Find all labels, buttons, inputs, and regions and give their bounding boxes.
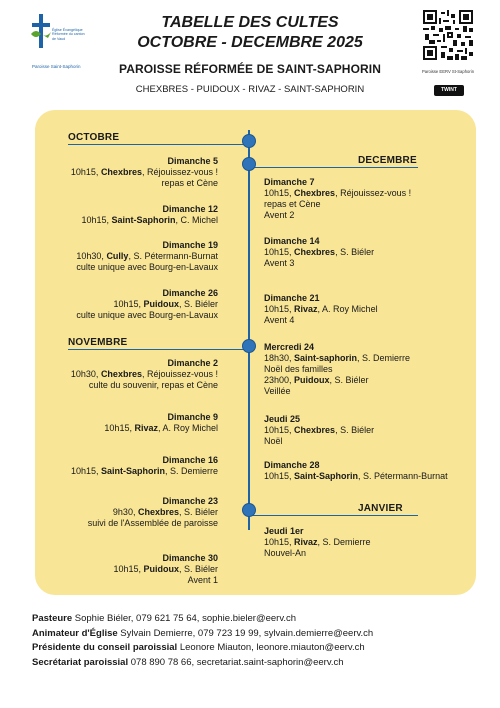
entry-text: suivi de l'Assemblée de paroisse (87, 518, 218, 528)
contact-pasteure: Pasteure Sophie Biéler, 079 621 75 64, sophie.bieler@eerv.ch (32, 613, 297, 624)
entry-dec-14 (264, 236, 374, 269)
entry-line (113, 575, 218, 586)
entry-location: Chexbres (294, 247, 336, 257)
entry-dec-21 (264, 293, 378, 326)
entry-text: , S. Biéler (178, 564, 218, 574)
qr-code-icon[interactable] (423, 10, 473, 60)
entry-line (264, 537, 371, 548)
entry-line (264, 364, 410, 375)
logo-text: Église Évangélique Réformée du canton de Vaud (52, 28, 85, 41)
entry-line (113, 564, 218, 575)
entry-day: Jeudi 1er (264, 526, 304, 536)
entry-location: Puidoux (294, 375, 330, 385)
entry-line (264, 353, 410, 364)
entry-line (264, 258, 374, 269)
entry-line (264, 386, 410, 397)
entry-text: 10h15, (70, 466, 101, 476)
entry-location: Cully (106, 251, 129, 261)
contact-presidente: Présidente du conseil paroissial Leonore Miauton, leonore.miauton@eerv.ch (32, 642, 365, 653)
entry-location: Chexbres (294, 425, 336, 435)
entry-text: Noël (264, 436, 283, 446)
entry-day: Dimanche 23 (162, 496, 218, 506)
entry-text: , S. Biéler (335, 425, 375, 435)
entry-text: 10h15, (264, 188, 295, 198)
month-december: DECEMBRE (358, 155, 417, 166)
entry-line (71, 178, 218, 189)
contact-secretariat: Secrétariat paroissial 078 890 78 66, secretariat.saint-saphorin@eerv.ch (32, 656, 344, 668)
entry-text: Veillée (264, 386, 291, 396)
entry-text: , A. Roy Michel (317, 304, 378, 314)
entry-dec-25 (264, 414, 374, 447)
entry-text: , C. Michel (175, 215, 218, 225)
entry-line (88, 507, 218, 518)
entry-text: 10h15, (264, 471, 295, 481)
entry-nov-9 (104, 412, 218, 434)
entry-line (264, 548, 371, 559)
entry-dec-7 (264, 177, 411, 221)
entry-location: Chexbres (137, 507, 179, 517)
entry-location: Saint-Saphorin (111, 215, 176, 225)
entry-text: 10h30, (70, 369, 101, 379)
entry-line (264, 471, 448, 482)
entry-text: 10h15, (113, 564, 144, 574)
entry-location: Rivaz (294, 304, 318, 314)
entry-nov-30 (113, 553, 218, 586)
villages-list: CHEXBRES - PUIDOUX - RIVAZ - SAINT-SAPHORIN (135, 84, 365, 95)
qr-caption: Paroisse EERV St-Saphorin (421, 69, 475, 74)
entry-day: Dimanche 5 (167, 156, 218, 166)
entry-jan-1 (264, 526, 371, 559)
entry-nov-23 (88, 496, 218, 529)
entry-day: Dimanche 28 (264, 460, 320, 470)
entry-text: repas et Cène (161, 178, 218, 188)
entry-nov-2 (71, 358, 218, 391)
entry-text: , S. Demierre (317, 537, 371, 547)
month-october: OCTOBRE (68, 132, 120, 143)
entry-text: 10h15, (70, 167, 101, 177)
entry-text: 10h15, (264, 537, 295, 547)
december-rule (250, 167, 418, 168)
timeline-dot-october (242, 134, 256, 148)
entry-text: , Réjouissez-vous ! (141, 369, 218, 379)
november-rule (68, 349, 248, 350)
title-line-2: OCTOBRE - DECEMBRE 2025 (137, 34, 363, 51)
timeline-line (248, 130, 250, 530)
entry-text: Nouvel-An (264, 548, 307, 558)
entry-text: 23h00, (264, 375, 295, 385)
entry-text: 10h15, (264, 247, 295, 257)
entry-day: Dimanche 26 (162, 288, 218, 298)
entry-text: , S. Biéler (178, 507, 218, 517)
title-line-1: TABELLE DES CULTES (161, 14, 339, 31)
entry-location: Rivaz (134, 423, 158, 433)
entry-oct-12 (81, 204, 218, 226)
entry-line (76, 251, 218, 262)
entry-oct-5 (71, 156, 218, 189)
month-january: JANVIER (358, 503, 403, 514)
entry-line (81, 215, 218, 226)
entry-text: Noël des familles (264, 364, 333, 374)
entry-text: 10h15, (104, 423, 135, 433)
entry-location: Saint-Saphorin (294, 471, 359, 481)
entry-line (104, 423, 218, 434)
entry-text: culte du souvenir, repas et Cène (88, 380, 218, 390)
entry-text: culte unique avec Bourg-en-Lavaux (76, 310, 218, 320)
entry-text: repas et Cène (264, 199, 321, 209)
entry-line (71, 167, 218, 178)
entry-text: 10h15, (113, 299, 144, 309)
schedule-panel (35, 110, 476, 595)
entry-line (88, 518, 218, 529)
entry-text: , S. Pétermann-Burnat (358, 471, 448, 481)
entry-text: Avent 3 (264, 258, 295, 268)
entry-line (264, 188, 411, 199)
entry-text: culte unique avec Bourg-en-Lavaux (76, 262, 218, 272)
entry-location: Puidoux (143, 564, 179, 574)
entry-line (264, 304, 378, 315)
entry-text: , Réjouissez-vous ! (335, 188, 412, 198)
entry-line (264, 315, 378, 326)
entry-location: Saint-Saphorin (100, 466, 165, 476)
entry-text: , S. Demierre (357, 353, 411, 363)
entry-day: Dimanche 7 (264, 177, 315, 187)
entry-text: , S. Biéler (329, 375, 369, 385)
entry-text: , S. Biéler (335, 247, 375, 257)
entry-text: , S. Demierre (164, 466, 218, 476)
entry-text: 10h30, (76, 251, 107, 261)
entry-line (264, 210, 411, 221)
entry-day: Jeudi 25 (264, 414, 301, 424)
entry-line (76, 262, 218, 273)
entry-oct-19 (76, 240, 218, 273)
entry-line (71, 380, 218, 391)
timeline-dot-january (242, 503, 256, 517)
entry-text: Avent 4 (264, 315, 295, 325)
january-rule (250, 515, 418, 516)
entry-day: Dimanche 2 (167, 358, 218, 368)
twint-badge: TWINT (434, 85, 464, 96)
entry-text: Avent 2 (264, 210, 295, 220)
parish-name: PAROISSE RÉFORMÉE DE SAINT-SAPHORIN (119, 62, 381, 76)
entry-text: 10h15, (81, 215, 112, 225)
entry-day: Dimanche 21 (264, 293, 320, 303)
contacts-footer (32, 612, 373, 670)
entry-line (264, 247, 374, 258)
entry-day: Mercredi 24 (264, 342, 315, 352)
logo-parish: Paroisse Saint-Saphorin (32, 64, 81, 69)
entry-text: , S. Biéler (178, 299, 218, 309)
timeline-dot-november (242, 339, 256, 353)
entry-text: Avent 1 (187, 575, 218, 585)
entry-day: Dimanche 14 (264, 236, 320, 246)
entry-line (264, 425, 374, 436)
month-november: NOVEMBRE (68, 337, 128, 348)
entry-dec-28 (264, 460, 448, 482)
entry-day: Dimanche 12 (162, 204, 218, 214)
entry-text: , S. Pétermann-Burnat (128, 251, 218, 261)
entry-line (71, 466, 218, 477)
entry-day: Dimanche 19 (162, 240, 218, 250)
october-rule (68, 144, 248, 145)
contact-animateur: Animateur d'Église Sylvain Demierre, 079 723 19 99, sylvain.demierre@eerv.ch (32, 627, 374, 639)
entry-day: Dimanche 9 (167, 412, 218, 422)
entry-text: 9h30, (112, 507, 138, 517)
entry-location: Puidoux (143, 299, 179, 309)
entry-nov-16 (71, 455, 218, 477)
entry-day: Dimanche 16 (162, 455, 218, 465)
entry-line (71, 369, 218, 380)
entry-oct-26 (76, 288, 218, 321)
entry-location: Saint-saphorin (294, 353, 358, 363)
entry-line (76, 299, 218, 310)
entry-location: Chexbres (100, 167, 142, 177)
entry-text: , Réjouissez-vous ! (141, 167, 218, 177)
entry-text: 10h15, (264, 425, 295, 435)
entry-text: 10h15, (264, 304, 295, 314)
entry-line (264, 375, 410, 386)
entry-line (264, 436, 374, 447)
entry-location: Rivaz (294, 537, 318, 547)
entry-location: Chexbres (100, 369, 142, 379)
timeline-dot-december (242, 157, 256, 171)
entry-text: , A. Roy Michel (157, 423, 218, 433)
entry-dec-24 (264, 342, 410, 397)
entry-line (264, 199, 411, 210)
entry-line (76, 310, 218, 321)
entry-text: 18h30, (264, 353, 295, 363)
entry-day: Dimanche 30 (162, 553, 218, 563)
entry-location: Chexbres (294, 188, 336, 198)
